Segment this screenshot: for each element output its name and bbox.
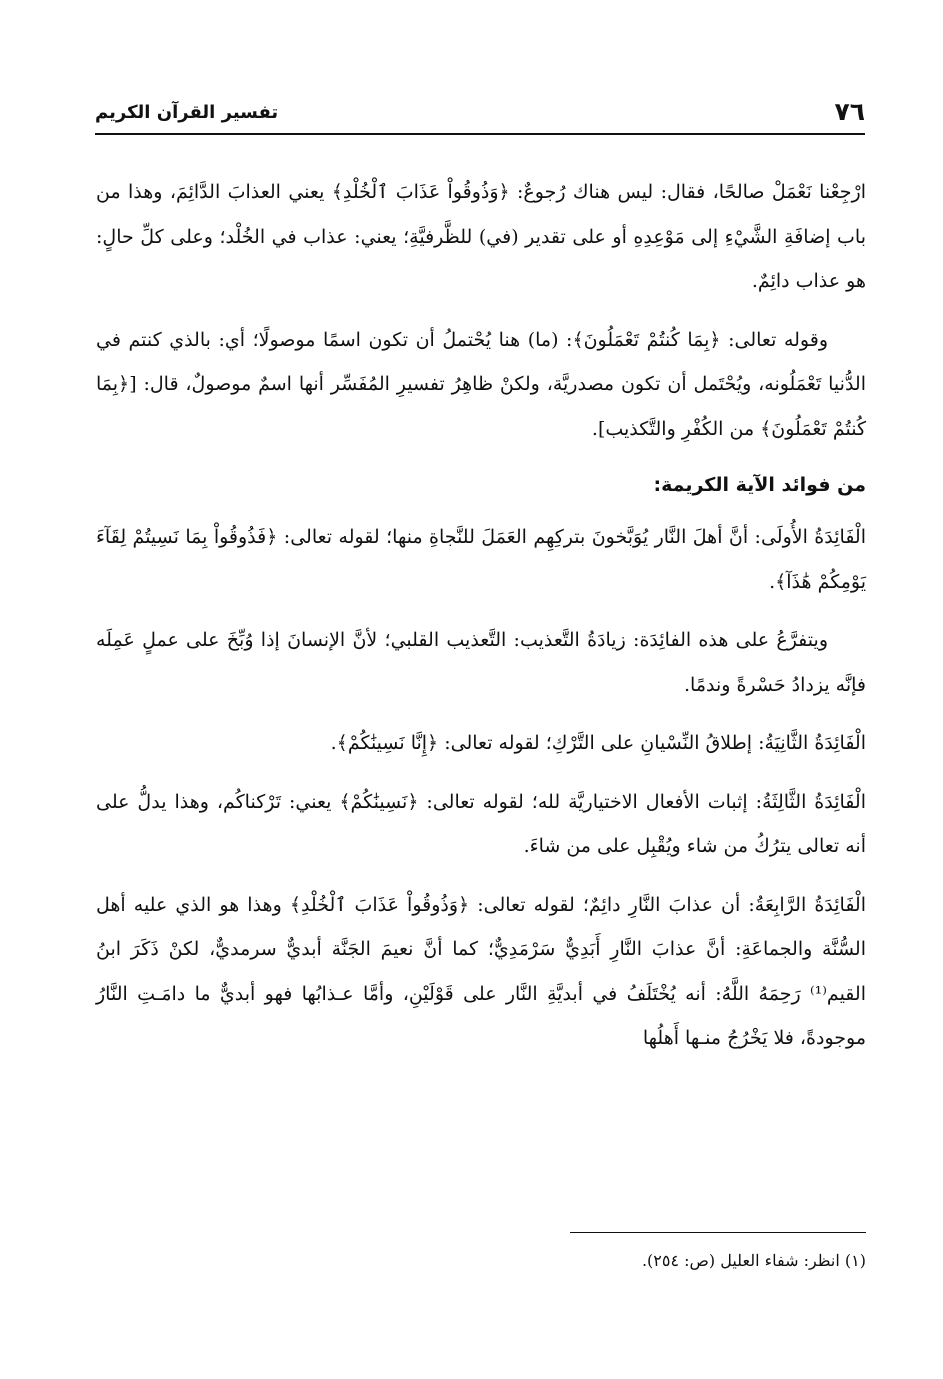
section-heading: من فوائد الآية الكريمة: <box>653 474 866 496</box>
footnote-divider <box>570 1232 866 1233</box>
main-text <box>96 170 866 1075</box>
header-divider <box>95 133 865 135</box>
footnote: (١) انظر: شفاء العليل (ص: ٢٥٤). <box>641 1251 866 1270</box>
paragraph: وقوله تعالى: ﴿بِمَا كُنتُمْ تَعْمَلُونَ﴾: (ما) هنا يُحْتملُ أن تكون اسمًا موصولًا؛ أي: بالذي كنتم في الدُّنيا تَعْمَلُونه، ويُحْتَمل أن تكون مصدريَّة، ولكنْ ظاهِرُ تفسيرِ المُفَسِّر أنها اسمٌ موصولٌ، قال: [﴿بِمَا كُنتُمْ تَعْمَلُونَ﴾ من الكُفْرِ والتَّكذيب]. <box>96 328 866 440</box>
benefit-first: الْفَائِدَةُ الأُولَى: أنَّ أهلَ النَّار يُوَبَّخونَ بتركِهِم العَمَلَ للنَّجاةِ منها؛ لقوله تعالى: ﴿فَذُوقُواْ بِمَا نَسِيتُمْ لِقَآءَ يَوْمِكُمْ هَٰذَآ﴾. <box>96 526 866 593</box>
benefit-fourth: الْفَائِدَةُ الرَّابِعَةُ: أن عذابَ النَّارِ دائِمٌ؛ لقوله تعالى: ﴿وَذُوقُواْ عَذَابَ ٱلْخُلْدِ﴾ وهذا هو الذي عليه أهل السُّنَّة والجماعَةِ: أنَّ عذابَ النَّارِ أَبَدِيٌّ سَرْمَدِيٌّ؛ كما أنَّ نعيمَ الجَنَّة أبديٌّ سرمديٌّ، لكنْ ذَكَرَ ابنُ القيم⁽¹⁾ رَحِمَهُ اللَّهُ: أنه يُخْتَلَفُ في أبديَّةِ النَّار على قَوْلَيْنِ، وأمَّا عـذابُها فهو أبديٌّ ما دامَـتِ النَّارُ موجودةً، فلا يَخْرُجُ منـها أَهلُها <box>96 893 866 1049</box>
paragraph: ارْجِعْنا نَعْمَلْ صالحًا، فقال: ليس هناك رُجوعٌ: ﴿وَذُوقُواْ عَذَابَ ٱلْخُلْدِ﴾ يعني العذابَ الدَّائِمَ، وهذا من باب إضافَةِ الشَّيْءِ إلى مَوْعِدِهِ أو على تقدير (في) للظَّرفيَّةِ؛ يعني: عذاب في الخُلْد؛ وعلى كلِّ حالٍ: هو عذاب دائِمٌ. <box>96 181 866 292</box>
benefit-third: الْفَائِدَةُ الثَّالِثَةُ: إثبات الأفعال الاختياريَّة لله؛ لقوله تعالى: ﴿نَسِينَٰكُمْ﴾ يعني: تَرْكناكُم، وهذا يدلُّ على أنه تعالى يترُكُ من شاء ويُقْبِل على من شاءَ. <box>96 790 866 857</box>
benefit-branch: ويتفرَّعُ على هذه الفائِدَة: زيادَةُ التَّعذيب: التَّعذيب القلبي؛ لأنَّ الإنسانَ إذا وُبِّخَ على عملٍ عَمِلَه فإنَّه يزدادُ حَسْرةً وندمًا. <box>96 629 866 696</box>
page-number: ٧٦ <box>834 97 865 126</box>
running-header <box>95 96 865 132</box>
book-title: تفسير القرآن الكريم <box>95 102 279 123</box>
benefit-second: الْفَائِدَةُ الثَّانِيَةُ: إطلاقُ النِّسْيانِ على التَّرْكِ؛ لقوله تعالى: ﴿إِنَّا نَسِينَٰكُمْ﴾. <box>330 732 866 754</box>
